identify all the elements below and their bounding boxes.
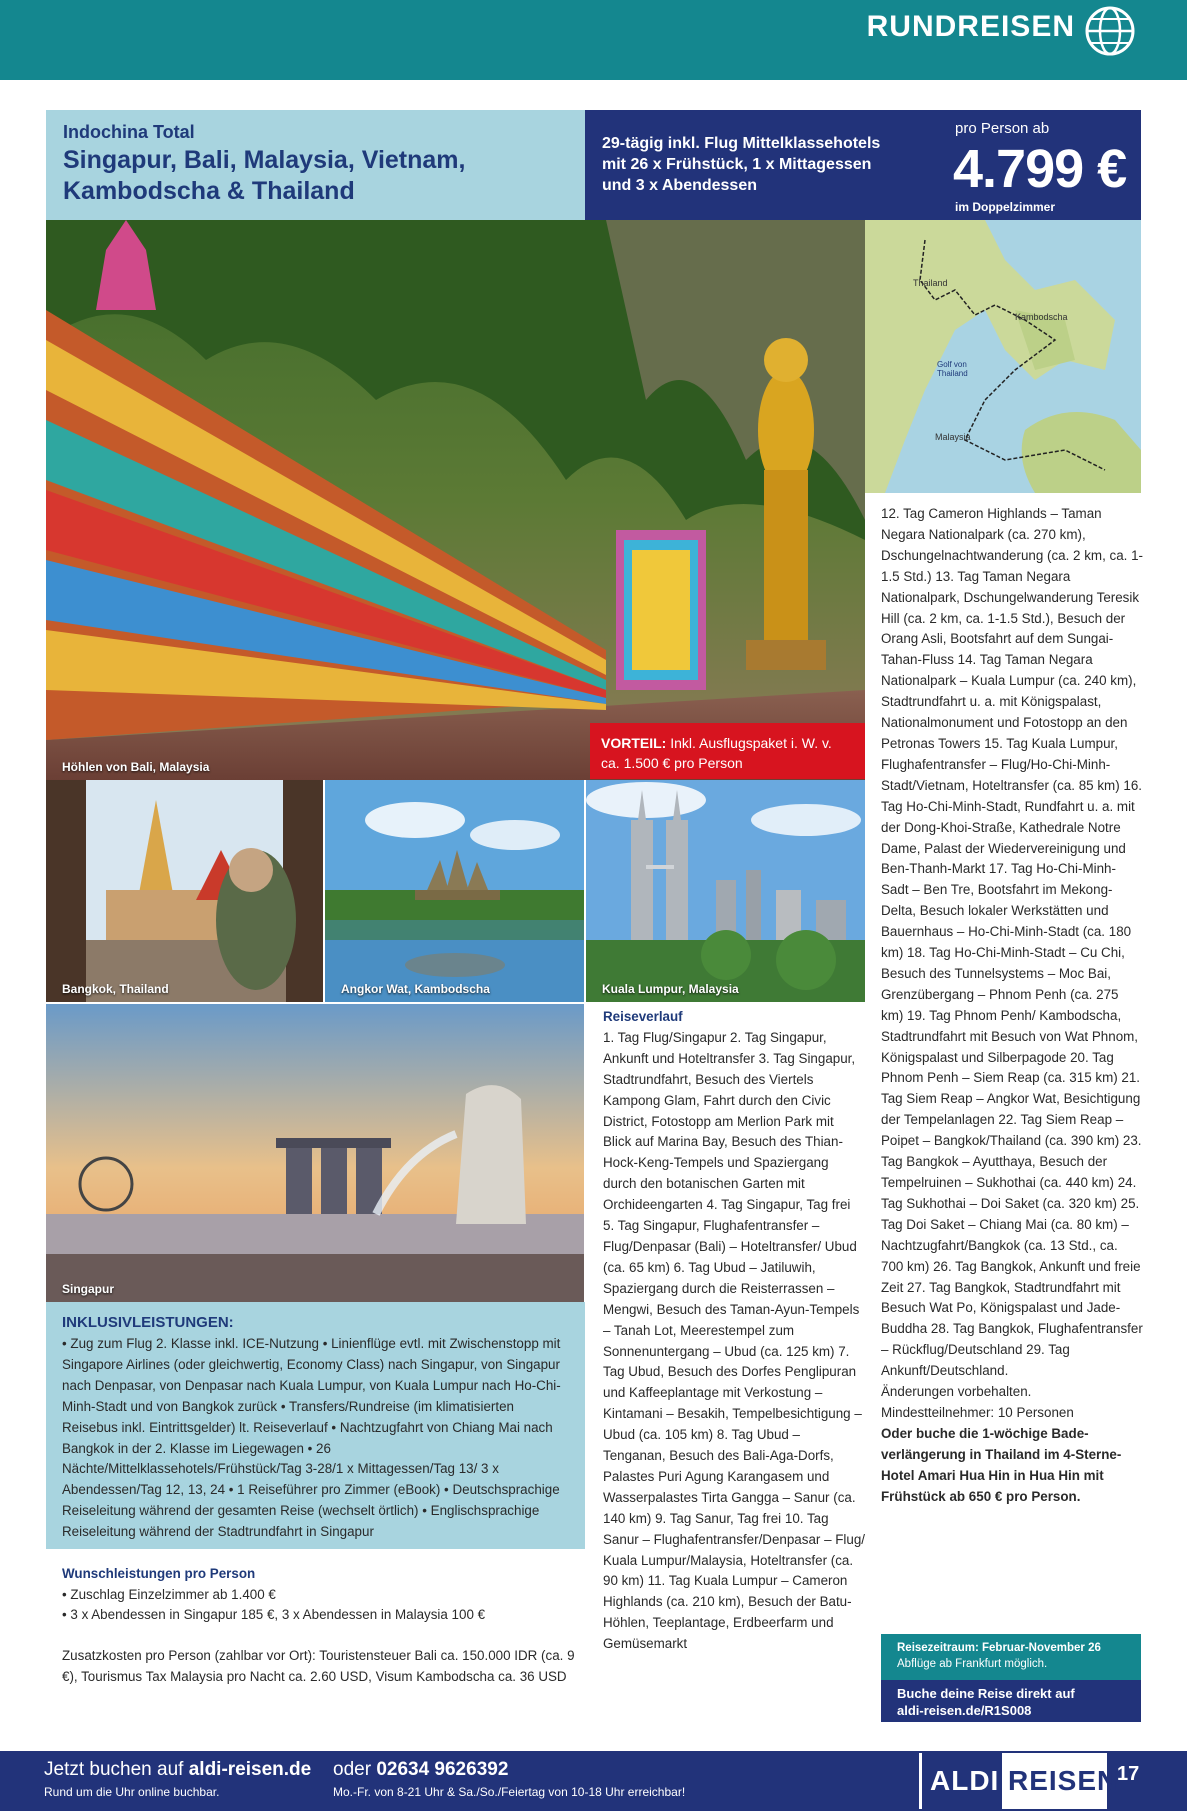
price: 4.799 € xyxy=(953,139,1127,199)
bangkok-image xyxy=(46,780,323,1002)
page-number: 17 xyxy=(1117,1763,1140,1785)
trip-title-box xyxy=(46,110,585,220)
additional-costs: Zusatzkosten pro Person (zahlbar vor Ort): Touristensteuer Bali ca. 150.000 IDR (ca. 9 €), Tourismus Tax Malaysia pro Nacht ca. 2.60 USD, Visum Kambodscha ca. 36 USD xyxy=(62,1648,575,1684)
footer-book-prefix: Jetzt buchen auf xyxy=(44,1759,189,1780)
globe-icon xyxy=(1083,4,1137,58)
section-header xyxy=(0,0,1187,80)
price-suffix: im Doppelzimmer xyxy=(955,200,1056,214)
kuala-lumpur-image xyxy=(586,780,865,1002)
footer-book-line xyxy=(44,1759,311,1781)
beach-extension: Oder buche die 1-wöchige Badeverlängerung in Thailand im 4-Sterne-Hotel Amari Hua Hin in Hua Hin mit Frühstück ab 650 € pro Person. xyxy=(881,1425,1122,1504)
optional-line-1: • Zuschlag Einzelzimmer ab 1.400 € xyxy=(62,1586,276,1602)
footer-phone[interactable]: 02634 9626392 xyxy=(376,1759,509,1780)
kuala-lumpur-caption: Kuala Lumpur, Malaysia xyxy=(602,982,739,996)
advantage-label: VORTEIL: xyxy=(601,735,667,751)
travel-period-box xyxy=(881,1634,1141,1680)
booking-label: Buche deine Reise direkt auf xyxy=(897,1686,1075,1701)
itinerary-text-2: 12. Tag Cameron Highlands – Taman Negara Nationalpark (ca. 270 km), Dschungelnachtwanderung (ca. 2 km, ca. 1-1.5 Std.) 13. Tag Taman Negara Nationalpark, Dschungelwanderung Teresik Hill (ca. 2 km, ca. 1-1.5 Std.), Besuch der Orang Asli, Bootsfahrt auf dem Sungai-Tahan-Fluss 14. Tag Taman Negara Nationalpark – Kuala Lumpur (ca. 240 km), Stadtrundfahrt u. a. mit Königspalast, Nationalmonument und Fotostopp an den Petronas Towers 15. Tag Kuala Lumpur, Flughafentransfer – Flug/Ho-Chi-Minh-Stadt/Vietnam, Hoteltransfer (ca. 85 km) 16. Tag Ho-Chi-Minh-Stadt, Rundfahrt u. a. mit der Dong-Khoi-Straße, Kathedrale Notre Dame, Palast der Wiedervereinigung und Ben-Thanh-Markt 17. Tag Ho-Chi-Minh-Sadt – Ben Tre, Bootsfahrt im Mekong-Delta, Besuch lokaler Werkstätten und Bauernhaus – Ho-Chi-Minh-Stadt (ca. 180 km) 18. Tag Ho-Chi-Minh-Stadt – Cu Chi, Besuch des Tunnelsystems – Moc Bai, Grenzübergang – Phnom Penh (ca. 275 km) 19. Tag Phnom Penh/ Kambodscha, Stadtrundfahrt mit Besuch von Wat Phnom, Königspalast und Silberpagode 20. Tag Phnom Penh – Siem Reap (ca. 315 km) 21. Tag Siem Reap – Angkor Wat, Besichtigung der Tempelanlagen 22. Tag Siem Reap – Poipet – Bangkok/Thailand (ca. 390 km) 23. Tag Bangkok – Ayutthaya, Besuch der Tempelruinen – Sukhothai (ca. 440 km) 24. Tag Sukhothai – Doi Saket (ca. 320 km) 25. Tag Doi Saket – Chiang Mai (ca. 80 km) – Nachtzugfahrt/Bangkok (ca. 13 Std., ca. 700 km) 26. Tag Bangkok, Ankunft und freie Zeit 27. Tag Bangkok, Stadtrundfahrt mit Besuch Wat Po, Königspalast und Jade-Buddha 28. Tag Bangkok, Flughafentransfer – Rückflug/Deutschland 29. Tag Ankunft/Deutschland. xyxy=(881,506,1144,1379)
itinerary-column-1 xyxy=(603,1007,865,1655)
map-label-cambodia: Kambodscha xyxy=(1015,312,1068,322)
map-label-thailand: Thailand xyxy=(913,278,948,288)
map-label-gulf: Golf von Thailand xyxy=(937,360,968,378)
trip-subtitle: Indochina Total xyxy=(63,122,195,142)
aldi-reisen-logo xyxy=(919,1753,1119,1809)
map-label-malaysia: Malaysia xyxy=(935,432,971,442)
singapur-caption: Singapur xyxy=(62,1282,115,1296)
logo-reisen: REISEN xyxy=(1002,1753,1104,1809)
travel-period: Reisezeitraum: Februar-November 26 xyxy=(897,1642,1101,1654)
price-box xyxy=(585,110,1141,220)
footer-phone-prefix: oder xyxy=(333,1759,377,1780)
footer-phone-line xyxy=(333,1759,508,1781)
advantage-box xyxy=(590,723,865,779)
logo-aldi: ALDI xyxy=(930,1765,1000,1796)
departure-note: Abflüge ab Frankfurt möglich. xyxy=(897,1658,1048,1670)
min-participants: Mindestteilnehmer: 10 Personen xyxy=(881,1404,1074,1420)
changes-note: Änderungen vorbehalten. xyxy=(881,1384,1032,1400)
itinerary-column-2 xyxy=(881,504,1143,1508)
price-prefix: pro Person ab xyxy=(955,120,1050,137)
inclusive-text: • Zug zum Flug 2. Klasse inkl. ICE-Nutzung • Linienflüge evtl. mit Zwischenstopp mit Singapore Airlines (oder gleichwertig, Economy Class) nach Singapur, von Singapur nach Denpasar, von Denpasar nach Kuala Lumpur, von Kuala Lumpur nach Ho-Chi-Minh-Stadt und von Bangkok zurück • Transfers/Rundreise (im klimatisierten Reisebus inkl. Eintrittsgelder) lt. Reiseverlauf • Nachtzugfahrt von Chiang Mai nach Bangkok in der 2. Klasse im Liegewagen • 26 Nächte/Mittelklassehotels/Frühstück/Tag 3-28/1 x Mittagessen/Tag 13/ 3 x Abendessen/Tag 12, 13, 24 • 1 Reiseführer pro Zimmer (eBook) • Deutschsprachige Reiseleitung während der gesamten Reise (wechselt örtlich) • Englischsprachige Reiseleitung während der Stadtrundfahrt in Singapur xyxy=(62,1336,561,1540)
angkor-caption: Angkor Wat, Kambodscha xyxy=(341,982,490,996)
inclusive-services-box xyxy=(46,1302,585,1549)
duration-text: 29-tägig inkl. Flug Mittelklassehotels mit 26 x Frühstück, 1 x Mittagessen und 3 x Abendessen xyxy=(602,135,881,194)
route-map xyxy=(865,220,1141,493)
singapur-image xyxy=(46,1004,584,1302)
booking-link-box[interactable] xyxy=(881,1680,1141,1722)
optional-heading: Wunschleistungen pro Person xyxy=(62,1566,256,1581)
batu-caves-caption: Höhlen von Bali, Malaysia xyxy=(62,760,210,774)
footer-book-sub: Rund um die Uhr online buchbar. xyxy=(44,1785,220,1799)
optional-services xyxy=(62,1564,582,1626)
footer xyxy=(0,1751,1187,1811)
booking-url[interactable]: aldi-reisen.de/R1S008 xyxy=(897,1703,1032,1718)
trip-title: Singapur, Bali, Malaysia, Vietnam, Kambodscha & Thailand xyxy=(63,146,466,205)
itinerary-heading: Reiseverlauf xyxy=(603,1009,683,1024)
batu-caves-image xyxy=(46,220,865,780)
advantage-text: Inkl. Ausflugspaket i. W. v. ca. 1.500 € pro Person xyxy=(601,735,832,771)
optional-line-2: • 3 x Abendessen in Singapur 185 €, 3 x Abendessen in Malaysia 100 € xyxy=(62,1607,486,1623)
footer-book-site[interactable]: aldi-reisen.de xyxy=(188,1759,312,1780)
inclusive-heading: INKLUSIVLEISTUNGEN: xyxy=(62,1314,234,1331)
itinerary-text-1: 1. Tag Flug/Singapur 2. Tag Singapur, Ankunft und Hoteltransfer 3. Tag Singapur, Stadtrundfahrt, Besuch des Viertels Kampong Glam, Fahrt durch den Civic District, Fotostopp am Merlion Park mit Blick auf Marina Bay, Besuch des Thian-Hock-Keng-Tempels und Spaziergang durch den botanischen Garten mit Orchideengarten 4. Tag Singapur, Tag frei 5. Tag Singapur, Flughafentransfer – Flug/Denpasar (Bali) – Hoteltransfer/ Ubud (ca. 65 km) 6. Tag Ubud – Jatiluwih, Spaziergang durch die Reisterrassen – Mengwi, Besuch des Taman-Ayun-Tempels – Tanah Lot, Meerestempel zum Sonnenuntergang – Ubud (ca. 125 km) 7. Tag Ubud, Besuch des Dorfes Penglipuran und Kaffeeplantage mit Verkostung – Kintamani – Besakih, Tempelbesichtigung – Ubud (ca. 105 km) 8. Tag Ubud – Tenganan, Besuch des Bali-Aga-Dorfs, Palastes Puri Agung Karangasem und Wasserpalastes Tirta Gangga – Sanur (ca. 140 km) 9. Tag Sanur, Tag frei 10. Tag Sanur – Flughafentransfer/Denpasar – Flug/ Kuala Lumpur/Malaysia, Hoteltransfer (ca. 90 km) 11. Tag Kuala Lumpur – Cameron Highlands (ca. 210 km), Besuch der Batu-Höhlen, Teeplantage, Erdbeerfarm und Gemüsemarkt xyxy=(603,1029,866,1652)
bangkok-caption: Bangkok, Thailand xyxy=(62,982,169,996)
angkor-image xyxy=(325,780,584,1002)
section-title: RUNDREISEN xyxy=(866,10,1075,43)
footer-hours: Mo.-Fr. von 8-21 Uhr & Sa./So./Feiertag von 10-18 Uhr erreichbar! xyxy=(333,1785,686,1799)
